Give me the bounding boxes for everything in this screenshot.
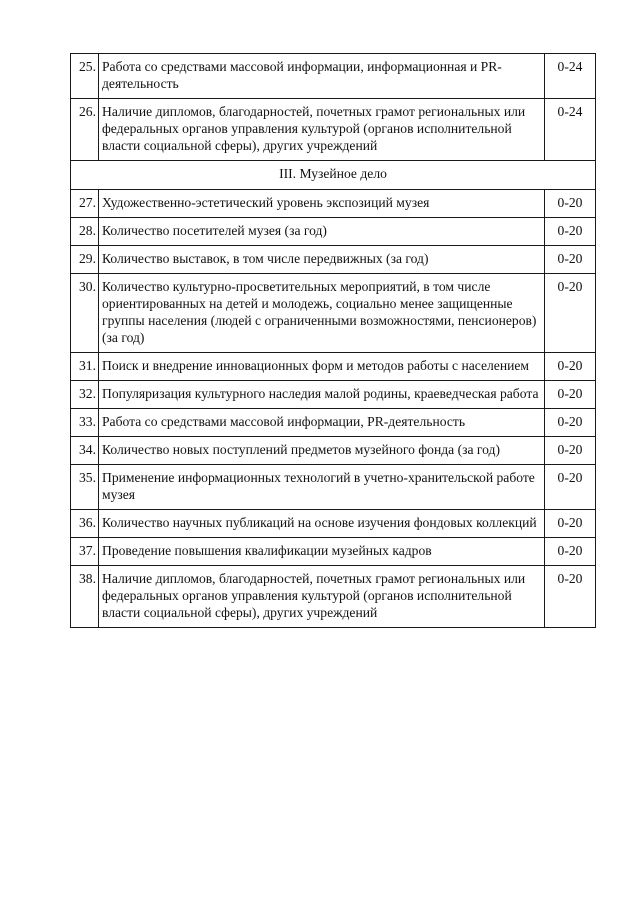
criterion-text: Популяризация культурного наследия малой родины, краеведческая работа xyxy=(99,381,545,409)
table-row xyxy=(71,566,596,628)
table-row xyxy=(71,54,596,99)
criterion-text: Количество новых поступлений предметов музейного фонда (за год) xyxy=(99,437,545,465)
row-number: 35. xyxy=(71,465,99,510)
score-range: 0-20 xyxy=(545,465,596,510)
row-number: 38. xyxy=(71,566,99,628)
score-range: 0-24 xyxy=(545,54,596,99)
criteria-table xyxy=(70,53,596,628)
criterion-text: Количество выставок, в том числе передвижных (за год) xyxy=(99,246,545,274)
table-row xyxy=(71,99,596,161)
score-range: 0-20 xyxy=(545,437,596,465)
criterion-text: Количество научных публикаций на основе изучения фондовых коллекций xyxy=(99,510,545,538)
score-range: 0-20 xyxy=(545,381,596,409)
row-number: 26. xyxy=(71,99,99,161)
table-row xyxy=(71,465,596,510)
score-range: 0-20 xyxy=(545,246,596,274)
criterion-text: Наличие дипломов, благодарностей, почетных грамот региональных или федеральных органов управления культурой (органов исполнительной власти социальной сферы), других учреждений xyxy=(99,99,545,161)
row-number: 33. xyxy=(71,409,99,437)
criterion-text: Художественно-эстетический уровень экспозиций музея xyxy=(99,190,545,218)
table-row xyxy=(71,409,596,437)
criterion-text: Применение информационных технологий в учетно-хранительской работе музея xyxy=(99,465,545,510)
criterion-text: Работа со средствами массовой информации, информационная и PR-деятельность xyxy=(99,54,545,99)
row-number: 25. xyxy=(71,54,99,99)
table-row xyxy=(71,274,596,353)
criterion-text: Наличие дипломов, благодарностей, почетных грамот региональных или федеральных органов управления культурой (органов исполнительной власти социальной сферы), других учреждений xyxy=(99,566,545,628)
table-row xyxy=(71,353,596,381)
criterion-text: Количество посетителей музея (за год) xyxy=(99,218,545,246)
row-number: 30. xyxy=(71,274,99,353)
criterion-text: Количество культурно-просветительных мероприятий, в том числе ориентированных на детей и молодежь, социально менее защищенные группы населения (людей с ограниченными возможностями, пенсионеров) (за год) xyxy=(99,274,545,353)
score-range: 0-20 xyxy=(545,353,596,381)
row-number: 37. xyxy=(71,538,99,566)
score-range: 0-20 xyxy=(545,190,596,218)
score-range: 0-20 xyxy=(545,409,596,437)
table-row xyxy=(71,190,596,218)
criterion-text: Поиск и внедрение инновационных форм и методов работы с населением xyxy=(99,353,545,381)
score-range: 0-20 xyxy=(545,218,596,246)
row-number: 31. xyxy=(71,353,99,381)
table-row xyxy=(71,218,596,246)
criterion-text: Работа со средствами массовой информации, PR-деятельность xyxy=(99,409,545,437)
criterion-text: Проведение повышения квалификации музейных кадров xyxy=(99,538,545,566)
score-range: 0-20 xyxy=(545,538,596,566)
section-row xyxy=(71,161,596,190)
table-row xyxy=(71,437,596,465)
row-number: 29. xyxy=(71,246,99,274)
table-row xyxy=(71,538,596,566)
section-title: III. Музейное дело xyxy=(71,161,596,190)
table-row xyxy=(71,510,596,538)
row-number: 32. xyxy=(71,381,99,409)
score-range: 0-20 xyxy=(545,274,596,353)
row-number: 28. xyxy=(71,218,99,246)
table-row xyxy=(71,381,596,409)
score-range: 0-24 xyxy=(545,99,596,161)
table-row xyxy=(71,246,596,274)
row-number: 34. xyxy=(71,437,99,465)
row-number: 36. xyxy=(71,510,99,538)
score-range: 0-20 xyxy=(545,510,596,538)
score-range: 0-20 xyxy=(545,566,596,628)
row-number: 27. xyxy=(71,190,99,218)
